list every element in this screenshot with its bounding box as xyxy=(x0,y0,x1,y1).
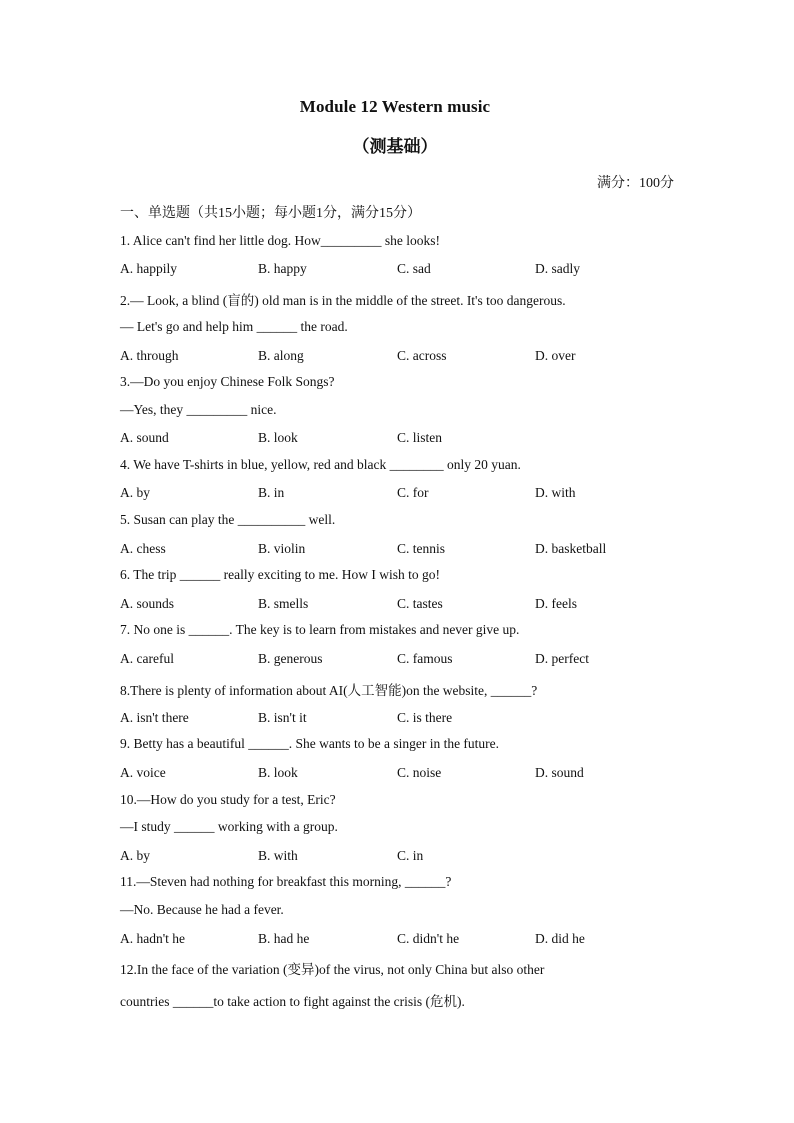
q5-option-d[interactable]: D. basketball xyxy=(535,541,607,556)
question-6-options xyxy=(120,596,680,614)
q2-option-c[interactable]: C. across xyxy=(397,348,447,363)
q6-option-c[interactable]: C. tastes xyxy=(397,596,443,611)
q3-option-c[interactable]: C. listen xyxy=(397,430,443,445)
question-11-stem: 11.—Steven had nothing for breakfast this morning, ______? xyxy=(120,874,452,889)
q8-option-b[interactable]: B. isn't it xyxy=(258,710,307,725)
q10-option-c[interactable]: C. in xyxy=(397,848,424,863)
total-score: 满分：100分 xyxy=(597,176,674,191)
question-1-stem: 1. Alice can't find her little dog. How_________ she looks! xyxy=(120,233,441,248)
page-title: Module 12 Western music xyxy=(299,97,491,116)
question-2-stem: 2.— Look, a blind (盲的) old man is in the middle of the street. It's too dangerous. xyxy=(120,293,566,308)
question-2-options xyxy=(120,348,680,366)
question-11-stem-line-2: —No. Because he had a fever. xyxy=(120,902,284,917)
question-8-options xyxy=(120,710,680,728)
question-10-stem-line-2: —I study ______ working with a group. xyxy=(120,819,338,834)
q6-option-a[interactable]: A. sounds xyxy=(120,596,175,611)
q1-option-c[interactable]: C. sad xyxy=(397,261,431,276)
question-5-stem: 5. Susan can play the __________ well. xyxy=(120,512,336,527)
q7-option-b[interactable]: B. generous xyxy=(258,651,323,666)
q10-option-a[interactable]: A. by xyxy=(120,848,150,863)
question-8-stem: 8.There is plenty of information about AI(人工智能)on the website, ______? xyxy=(120,683,538,698)
q10-option-b[interactable]: B. with xyxy=(258,848,298,863)
q4-option-c[interactable]: C. for xyxy=(397,485,429,500)
q7-option-c[interactable]: C. famous xyxy=(397,651,453,666)
q8-option-a[interactable]: A. isn't there xyxy=(120,710,189,725)
question-10-options xyxy=(120,848,680,866)
question-9-options xyxy=(120,765,680,783)
q2-option-b[interactable]: B. along xyxy=(258,348,304,363)
q2-option-d[interactable]: D. over xyxy=(535,348,576,363)
q5-option-b[interactable]: B. violin xyxy=(258,541,306,556)
q11-option-c[interactable]: C. didn't he xyxy=(397,931,460,946)
section-heading: 一、单选题（共15小题；每小题1分，满分15分） xyxy=(120,206,421,221)
q5-option-c[interactable]: C. tennis xyxy=(397,541,446,556)
question-1-options xyxy=(120,261,680,279)
question-3-stem: 3.—Do you enjoy Chinese Folk Songs? xyxy=(120,374,335,389)
q2-option-a[interactable]: A. through xyxy=(120,348,179,363)
question-12-stem: 12.In the face of the variation (变异)of the virus, not only China but also other xyxy=(120,962,545,977)
q7-option-d[interactable]: D. perfect xyxy=(535,651,589,666)
q1-option-a[interactable]: A. happily xyxy=(120,261,177,276)
question-9-stem: 9. Betty has a beautiful ______. She wants to be a singer in the future. xyxy=(120,736,500,751)
q4-option-a[interactable]: A. by xyxy=(120,485,150,500)
question-3-options xyxy=(120,430,680,448)
q5-option-a[interactable]: A. chess xyxy=(120,541,166,556)
q11-option-d[interactable]: D. did he xyxy=(535,931,585,946)
q9-option-d[interactable]: D. sound xyxy=(535,765,584,780)
page-subtitle: （测基础） xyxy=(352,137,438,156)
q8-option-c[interactable]: C. is there xyxy=(397,710,453,725)
q1-option-d[interactable]: D. sadly xyxy=(535,261,580,276)
q3-option-b[interactable]: B. look xyxy=(258,430,298,445)
q9-option-a[interactable]: A. voice xyxy=(120,765,166,780)
q4-option-b[interactable]: B. in xyxy=(258,485,285,500)
question-4-options xyxy=(120,485,680,503)
question-3-stem-line-2: —Yes, they _________ nice. xyxy=(120,402,277,417)
question-2-stem-line-2: — Let's go and help him ______ the road. xyxy=(120,319,348,334)
question-4-stem: 4. We have T-shirts in blue, yellow, red and black ________ only 20 yuan. xyxy=(120,457,521,472)
q9-option-c[interactable]: C. noise xyxy=(397,765,442,780)
q7-option-a[interactable]: A. careful xyxy=(120,651,174,666)
q11-option-a[interactable]: A. hadn't he xyxy=(120,931,186,946)
question-5-options xyxy=(120,541,680,559)
q11-option-b[interactable]: B. had he xyxy=(258,931,310,946)
q3-option-a[interactable]: A. sound xyxy=(120,430,169,445)
question-7-options xyxy=(120,651,680,669)
question-7-stem: 7. No one is ______. The key is to learn from mistakes and never give up. xyxy=(120,622,520,637)
q6-option-d[interactable]: D. feels xyxy=(535,596,577,611)
question-11-options xyxy=(120,931,680,949)
question-10-stem: 10.—How do you study for a test, Eric? xyxy=(120,792,336,807)
q4-option-d[interactable]: D. with xyxy=(535,485,576,500)
q1-option-b[interactable]: B. happy xyxy=(258,261,307,276)
q9-option-b[interactable]: B. look xyxy=(258,765,298,780)
q6-option-b[interactable]: B. smells xyxy=(258,596,309,611)
question-12-stem-line-2: countries ______to take action to fight against the crisis (危机). xyxy=(120,994,465,1009)
question-6-stem: 6. The trip ______ really exciting to me. How I wish to go! xyxy=(120,567,440,582)
